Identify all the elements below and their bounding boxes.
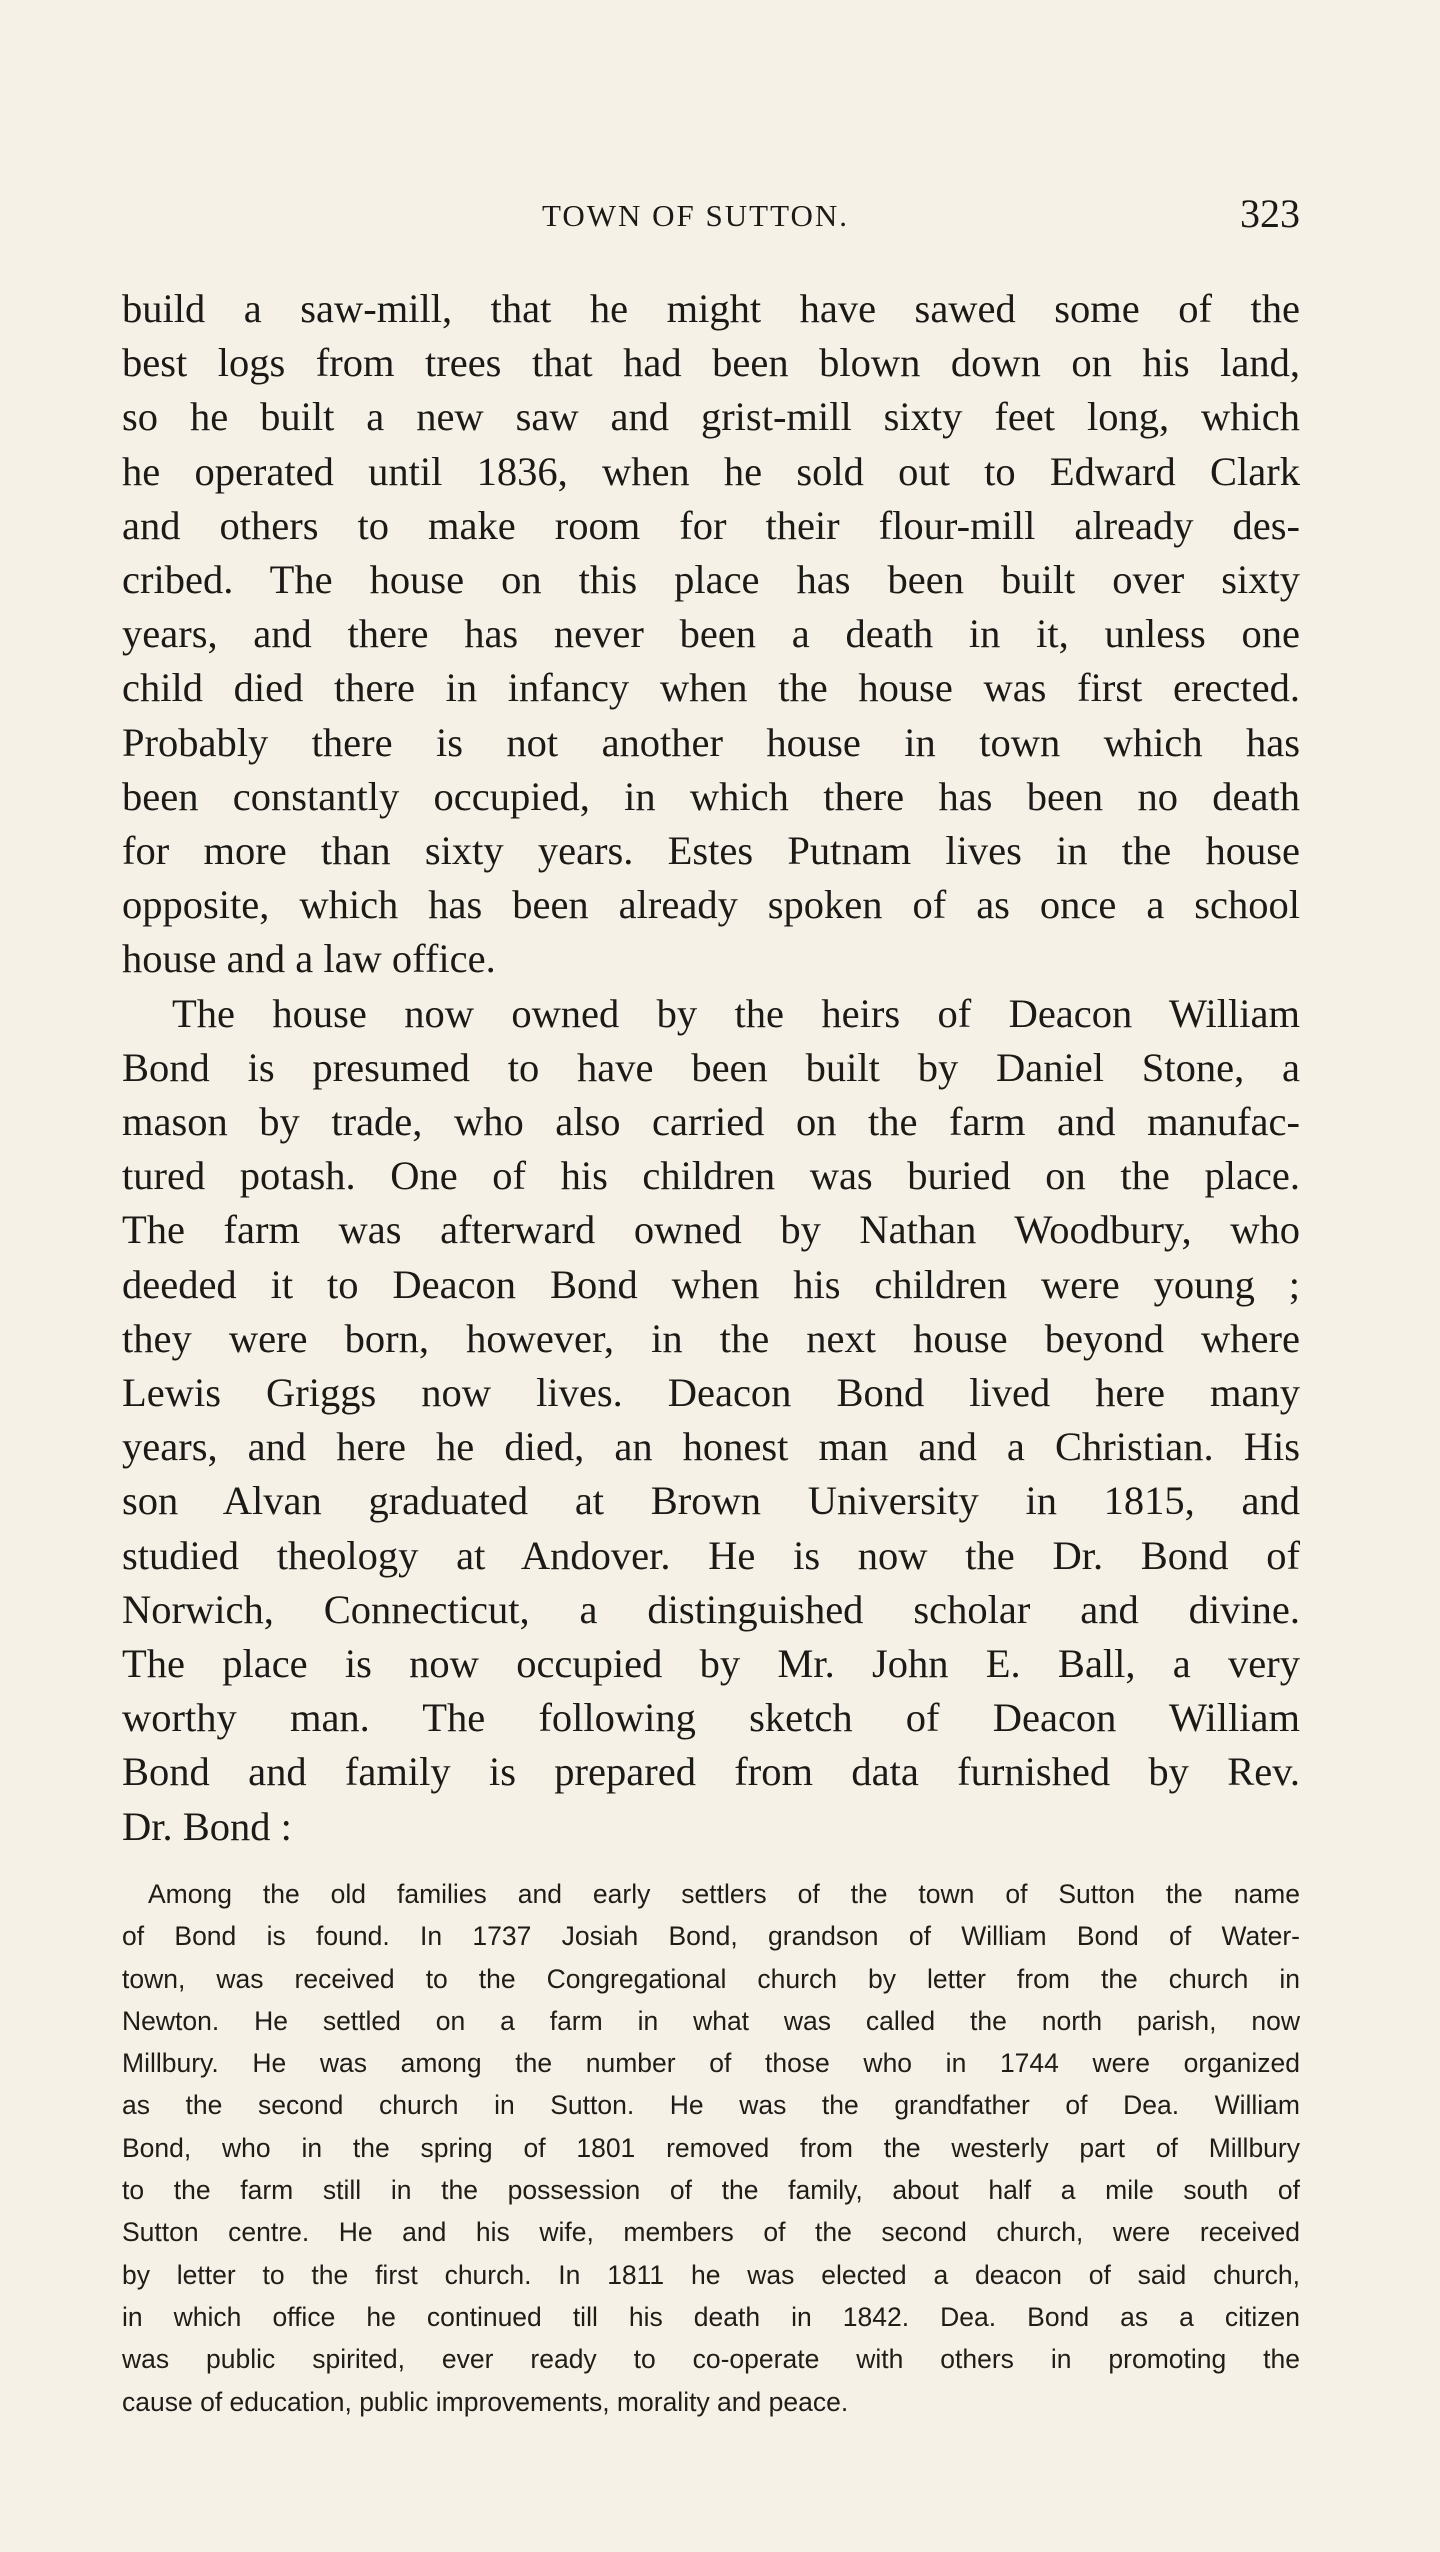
main-text — [122, 282, 1300, 1854]
extract-line: Among the old families and early settlers of the town of Sutton the name — [148, 1879, 1300, 1909]
text-line: studied theology at Andover. He is now the Dr. Bond of — [122, 1532, 1300, 1578]
text-line: they were born, however, in the next house beyond where — [122, 1315, 1300, 1361]
text-line: deeded it to Deacon Bond when his children were young ; — [122, 1261, 1300, 1307]
text-line: been constantly occupied, in which there has been no death — [122, 773, 1300, 819]
text-line: Bond and family is prepared from data furnished by Rev. — [122, 1749, 1300, 1795]
text-line: worthy man. The following sketch of Deacon William — [122, 1695, 1300, 1741]
extract-line: as the second church in Sutton. He was the grandfather of Dea. William — [122, 2090, 1300, 2121]
text-line: and others to make room for their flour-mill already des- — [122, 502, 1300, 548]
text-line: house and a law office. — [122, 936, 496, 982]
text-line: he operated until 1836, when he sold out to Edward Clark — [122, 448, 1300, 494]
text-line: Lewis Griggs now lives. Deacon Bond lived here many — [122, 1370, 1300, 1416]
quoted-extract — [122, 1873, 1300, 2423]
paragraph-1 — [122, 282, 1300, 987]
extract-line: cause of education, public improvements, morality and peace. — [122, 2386, 849, 2417]
text-line: The place is now occupied by Mr. John E. Ball, a very — [122, 1641, 1300, 1687]
text-line: tured potash. One of his children was buried on the place. — [122, 1153, 1300, 1199]
text-line: Bond is presumed to have been built by Daniel Stone, a — [122, 1044, 1300, 1090]
text-line: for more than sixty years. Estes Putnam lives in the house — [122, 828, 1300, 874]
text-line: cribed. The house on this place has been built over sixty — [122, 557, 1300, 603]
extract-line: Bond, who in the spring of 1801 removed from the westerly part of Millbury — [122, 2132, 1300, 2163]
extract-line: was public spirited, ever ready to co-operate with others in promoting the — [122, 2344, 1300, 2375]
text-line: son Alvan graduated at Brown University in 1815, and — [122, 1478, 1300, 1524]
running-title: TOWN OF SUTTON. — [542, 198, 850, 233]
text-line: Probably there is not another house in town which has — [122, 719, 1300, 765]
paragraph-2 — [122, 987, 1300, 1854]
extract-line: in which office he continued till his death in 1842. Dea. Bond as a citizen — [122, 2301, 1300, 2332]
text-line: best logs from trees that had been blown down on his land, — [122, 340, 1300, 386]
text-line: years, and there has never been a death in it, unless one — [122, 611, 1300, 657]
extract-line: to the farm still in the possession of the family, about half a mile south of — [122, 2175, 1300, 2206]
extract-line: Millbury. He was among the number of those who in 1744 were organized — [122, 2048, 1300, 2079]
extract-line: town, was received to the Congregational church by letter from the church in — [122, 1963, 1300, 1994]
text-line: so he built a new saw and grist-mill sixty feet long, which — [122, 394, 1300, 440]
page-number: 323 — [1240, 191, 1300, 236]
text-line: The farm was afterward owned by Nathan Woodbury, who — [122, 1207, 1300, 1253]
text-line: child died there in infancy when the house was first erected. — [122, 665, 1300, 711]
text-line: build a saw-mill, that he might have sawed some of the — [122, 286, 1300, 331]
text-line: years, and here he died, an honest man and a Christian. His — [122, 1424, 1300, 1470]
text-line: Dr. Bond : — [122, 1803, 292, 1849]
extract-line: Newton. He settled on a farm in what was called the north parish, now — [122, 2005, 1300, 2036]
page-header — [122, 190, 1300, 246]
extract-line: by letter to the first church. In 1811 he was elected a deacon of said church, — [122, 2259, 1300, 2290]
extract-line: Sutton centre. He and his wife, members of the second church, were received — [122, 2217, 1300, 2248]
text-line: opposite, which has been already spoken of as once a school — [122, 882, 1300, 928]
text-line: The house now owned by the heirs of Deacon William — [172, 990, 1300, 1036]
text-line: Norwich, Connecticut, a distinguished scholar and divine. — [122, 1586, 1300, 1632]
extract-line: of Bond is found. In 1737 Josiah Bond, grandson of William Bond of Water- — [122, 1921, 1300, 1952]
text-line: mason by trade, who also carried on the farm and manufac- — [122, 1099, 1300, 1145]
